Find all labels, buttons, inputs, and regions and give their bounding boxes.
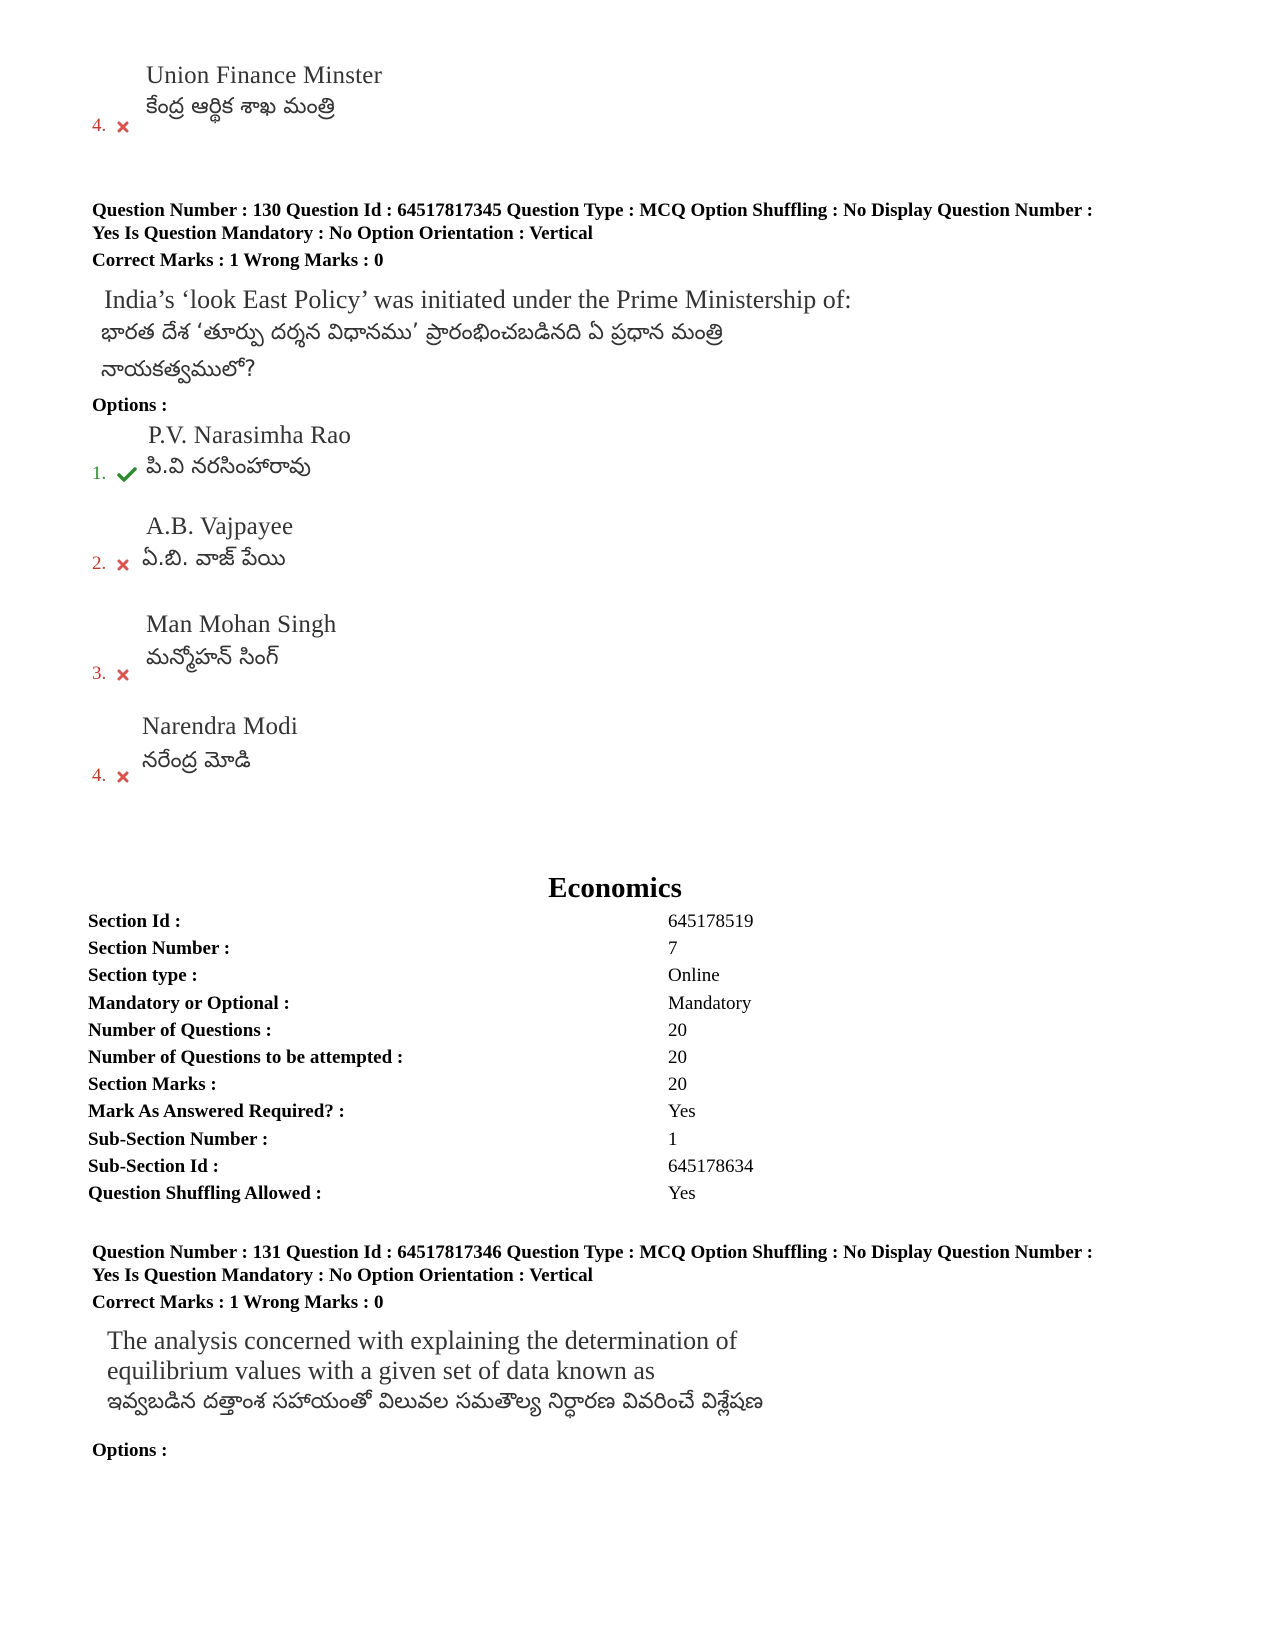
section-row-label: Mark As Answered Required? : bbox=[88, 1101, 345, 1123]
q131-meta-line1: Question Number : 131 Question Id : 64517817346 Question Type : MCQ Option Shuffling : No Display Question Number : bbox=[92, 1242, 1093, 1263]
section-row-label: Sub-Section Id : bbox=[88, 1155, 219, 1177]
section-row-value: Mandatory bbox=[668, 992, 752, 1014]
cross-icon bbox=[117, 771, 129, 783]
section-row-value: Yes bbox=[668, 1183, 696, 1204]
q130-meta-line2: Yes Is Question Mandatory : No Option Orientation : Vertical bbox=[92, 223, 593, 244]
section-row bbox=[88, 993, 888, 1020]
q130-option-1-english: P.V. Narasimha Rao bbox=[148, 422, 352, 449]
q130-option-4-english: Narendra Modi bbox=[142, 713, 299, 740]
section-row bbox=[88, 1183, 888, 1210]
q131-meta bbox=[92, 1241, 1192, 1287]
q130-marks: Correct Marks : 1 Wrong Marks : 0 bbox=[92, 250, 384, 271]
section-row-label: Question Shuffling Allowed : bbox=[88, 1183, 322, 1204]
q130-text-telugu-line2: నాయకత్వములో? bbox=[101, 357, 256, 382]
section-row-value: 20 bbox=[668, 1074, 687, 1096]
section-row-value: 1 bbox=[668, 1128, 678, 1150]
section-row-value: 20 bbox=[668, 1019, 687, 1041]
q130-options-label: Options : bbox=[92, 395, 168, 416]
q130-option-1-telugu: పి.వి నరసింహారావు bbox=[146, 454, 311, 479]
section-row-label: Section Id : bbox=[88, 911, 181, 932]
option-number: 2. bbox=[92, 553, 107, 574]
prev-option-4-number bbox=[92, 115, 129, 137]
q130-option-4-telugu: నరేంద్ర మోడి bbox=[142, 748, 251, 773]
q130-text-english: India’s ‘look East Policy’ was initiated under the Prime Ministership of: bbox=[104, 285, 852, 314]
section-row bbox=[88, 938, 888, 965]
q131-text-telugu: ఇవ్వబడిన దత్తాంశ సహాయంతో విలువల సమతౌల్య నిర్ధారణ వివరించే విశ్లేషణ bbox=[107, 1389, 764, 1414]
q131-meta-line2: Yes Is Question Mandatory : No Option Orientation : Vertical bbox=[92, 1265, 593, 1286]
section-row-label: Sub-Section Number : bbox=[88, 1128, 269, 1150]
section-row-value: Online bbox=[668, 965, 720, 987]
section-row-value: 645178634 bbox=[668, 1155, 754, 1177]
section-row-label: Section Marks : bbox=[88, 1074, 217, 1096]
section-title: Economics bbox=[548, 872, 682, 904]
q131-text-english-line1: The analysis concerned with explaining the determination of bbox=[107, 1326, 738, 1355]
section-row-value: Yes bbox=[668, 1101, 696, 1123]
q130-option-2-english: A.B. Vajpayee bbox=[146, 513, 294, 540]
q130-option-4-number bbox=[92, 765, 129, 787]
option-number: 4. bbox=[92, 765, 107, 786]
section-row bbox=[88, 965, 888, 992]
q130-option-3-english: Man Mohan Singh bbox=[146, 611, 337, 638]
q131-options-label: Options : bbox=[92, 1440, 168, 1461]
option-number: 3. bbox=[92, 663, 107, 684]
q131-marks: Correct Marks : 1 Wrong Marks : 0 bbox=[92, 1292, 384, 1313]
section-row-label: Section Number : bbox=[88, 938, 231, 960]
prev-option-4-telugu: కేంద్ర ఆర్థిక శాఖ మంత్రి bbox=[146, 94, 335, 119]
cross-icon bbox=[117, 121, 129, 133]
section-row bbox=[88, 1074, 888, 1101]
q130-option-2-number bbox=[92, 553, 129, 575]
cross-icon bbox=[117, 669, 129, 681]
section-row-value: 20 bbox=[668, 1047, 687, 1068]
q130-option-1-number bbox=[92, 463, 137, 485]
section-row-label: Section type : bbox=[88, 965, 198, 987]
section-row-value: 7 bbox=[668, 938, 678, 960]
section-row bbox=[88, 1020, 888, 1047]
cross-icon bbox=[117, 559, 129, 571]
check-icon bbox=[117, 467, 137, 483]
option-number: 4. bbox=[92, 115, 107, 136]
section-row bbox=[88, 911, 888, 938]
section-row-label: Number of Questions to be attempted : bbox=[88, 1047, 404, 1068]
q130-option-2-telugu: ఏ.బి. వాజ్ పేయి bbox=[142, 546, 286, 571]
q130-option-3-telugu: మన్మోహన్ సింగ్ bbox=[146, 645, 279, 670]
section-row bbox=[88, 1129, 888, 1156]
q130-text-telugu-line1: భారత దేశ ‘తూర్పు దర్శన విధానము’ ప్రారంభించబడినది ఏ ప్రధాన మంత్రి bbox=[101, 320, 723, 345]
section-row bbox=[88, 1047, 888, 1074]
q130-option-3-number bbox=[92, 663, 129, 685]
q130-meta-line1: Question Number : 130 Question Id : 64517817345 Question Type : MCQ Option Shuffling : No Display Question Number : bbox=[92, 200, 1093, 221]
q130-meta bbox=[92, 199, 1192, 245]
section-row bbox=[88, 1156, 888, 1183]
section-row-label: Number of Questions : bbox=[88, 1019, 272, 1041]
q131-text-english-line2: equilibrium values with a given set of data known as bbox=[107, 1356, 656, 1385]
option-number: 1. bbox=[92, 463, 107, 484]
section-row-label: Mandatory or Optional : bbox=[88, 992, 290, 1014]
section-row bbox=[88, 1101, 888, 1128]
prev-option-4-english: Union Finance Minster bbox=[146, 62, 383, 89]
section-row-value: 645178519 bbox=[668, 911, 754, 932]
